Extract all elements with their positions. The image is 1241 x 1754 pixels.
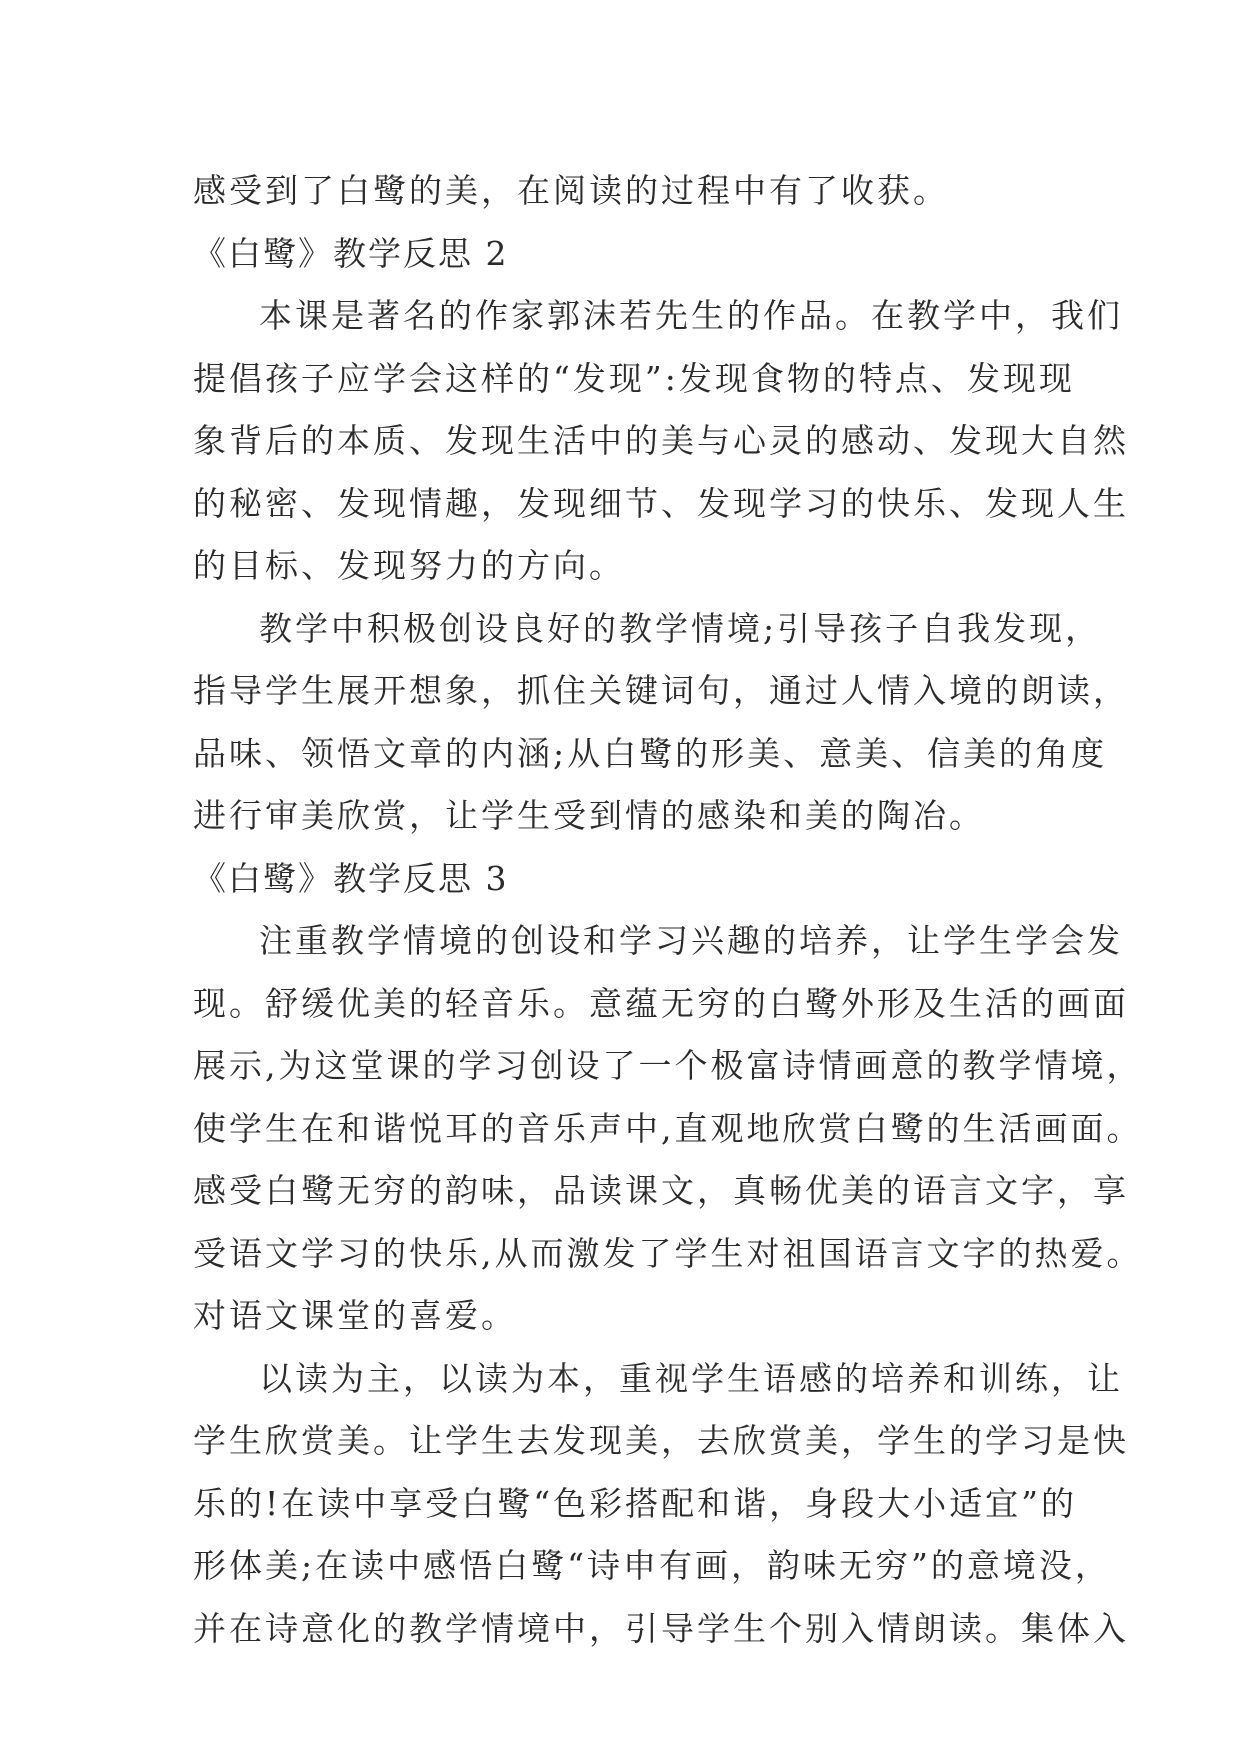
text-line: 本课是著名的作家郭沫若先生的作品。在教学中，我们 bbox=[259, 296, 1123, 335]
section-heading: 《白鹭》教学反思 3 bbox=[193, 858, 509, 898]
text-line: 感受白鹭无穷的韵味，品读课文，真畅优美的语言文字，享 bbox=[193, 1171, 1129, 1210]
text-line: 学生欣赏美。让学生去发现美，去欣赏美，学生的学习是快 bbox=[193, 1421, 1129, 1460]
text-line: 对语文课堂的喜爱。 bbox=[193, 1296, 517, 1335]
text-line: 指导学生展开想象，抓住关键词句，通过人情入境的朗读， bbox=[193, 671, 1129, 710]
text-line: 注重教学情境的创设和学习兴趣的培养，让学生学会发 bbox=[259, 921, 1123, 960]
text-line: 象背后的本质、发现生活中的美与心灵的感动、发现大自然 bbox=[193, 421, 1129, 460]
text-line: 感受到了白鹭的美，在阅读的过程中有了收获。 bbox=[193, 171, 949, 210]
text-line: 进行审美欣赏，让学生受到情的感染和美的陶冶。 bbox=[193, 796, 985, 835]
text-line: 使学生在和谐悦耳的音乐声中,直观地欣赏白鹭的生活画面。 bbox=[193, 1108, 1143, 1148]
text-line: 品味、领悟文章的内涵;从白鹭的形美、意美、信美的角度 bbox=[193, 733, 1108, 773]
section-heading: 《白鹭》教学反思 2 bbox=[193, 233, 509, 273]
text-line: 现。舒缓优美的轻音乐。意蕴无穷的白鹭外形及生活的画面 bbox=[193, 983, 1129, 1023]
text-line: 的目标、发现努力的方向。 bbox=[193, 546, 625, 585]
document-body bbox=[193, 160, 1143, 1660]
text-line: 教学中积极创设良好的教学情境;引导孩子自我发现， bbox=[259, 608, 1102, 648]
text-line: 并在诗意化的教学情境中，引导学生个别入情朗读。集体入 bbox=[193, 1608, 1129, 1648]
text-line: 以读为主，以读为本，重视学生语感的培养和训练，让 bbox=[259, 1358, 1123, 1398]
text-line: 乐的!在读中享受白鹭“色彩搭配和谐，身段大小适宜”的 bbox=[193, 1483, 1078, 1523]
text-line: 展示,为这堂课的学习创设了一个极富诗情画意的教学情境， bbox=[193, 1046, 1143, 1085]
text-line: 形体美;在读中感悟白鹭“诗申有画，韵味无穷”的意境没， bbox=[193, 1546, 1111, 1585]
text-line: 提倡孩子应学会这样的“发现”:发现食物的特点、发现现 bbox=[193, 358, 1075, 398]
text-line: 的秘密、发现情趣，发现细节、发现学习的快乐、发现人生 bbox=[193, 483, 1129, 523]
text-line: 受语文学习的快乐,从而激发了学生对祖国语言文字的热爱。 bbox=[193, 1233, 1143, 1273]
